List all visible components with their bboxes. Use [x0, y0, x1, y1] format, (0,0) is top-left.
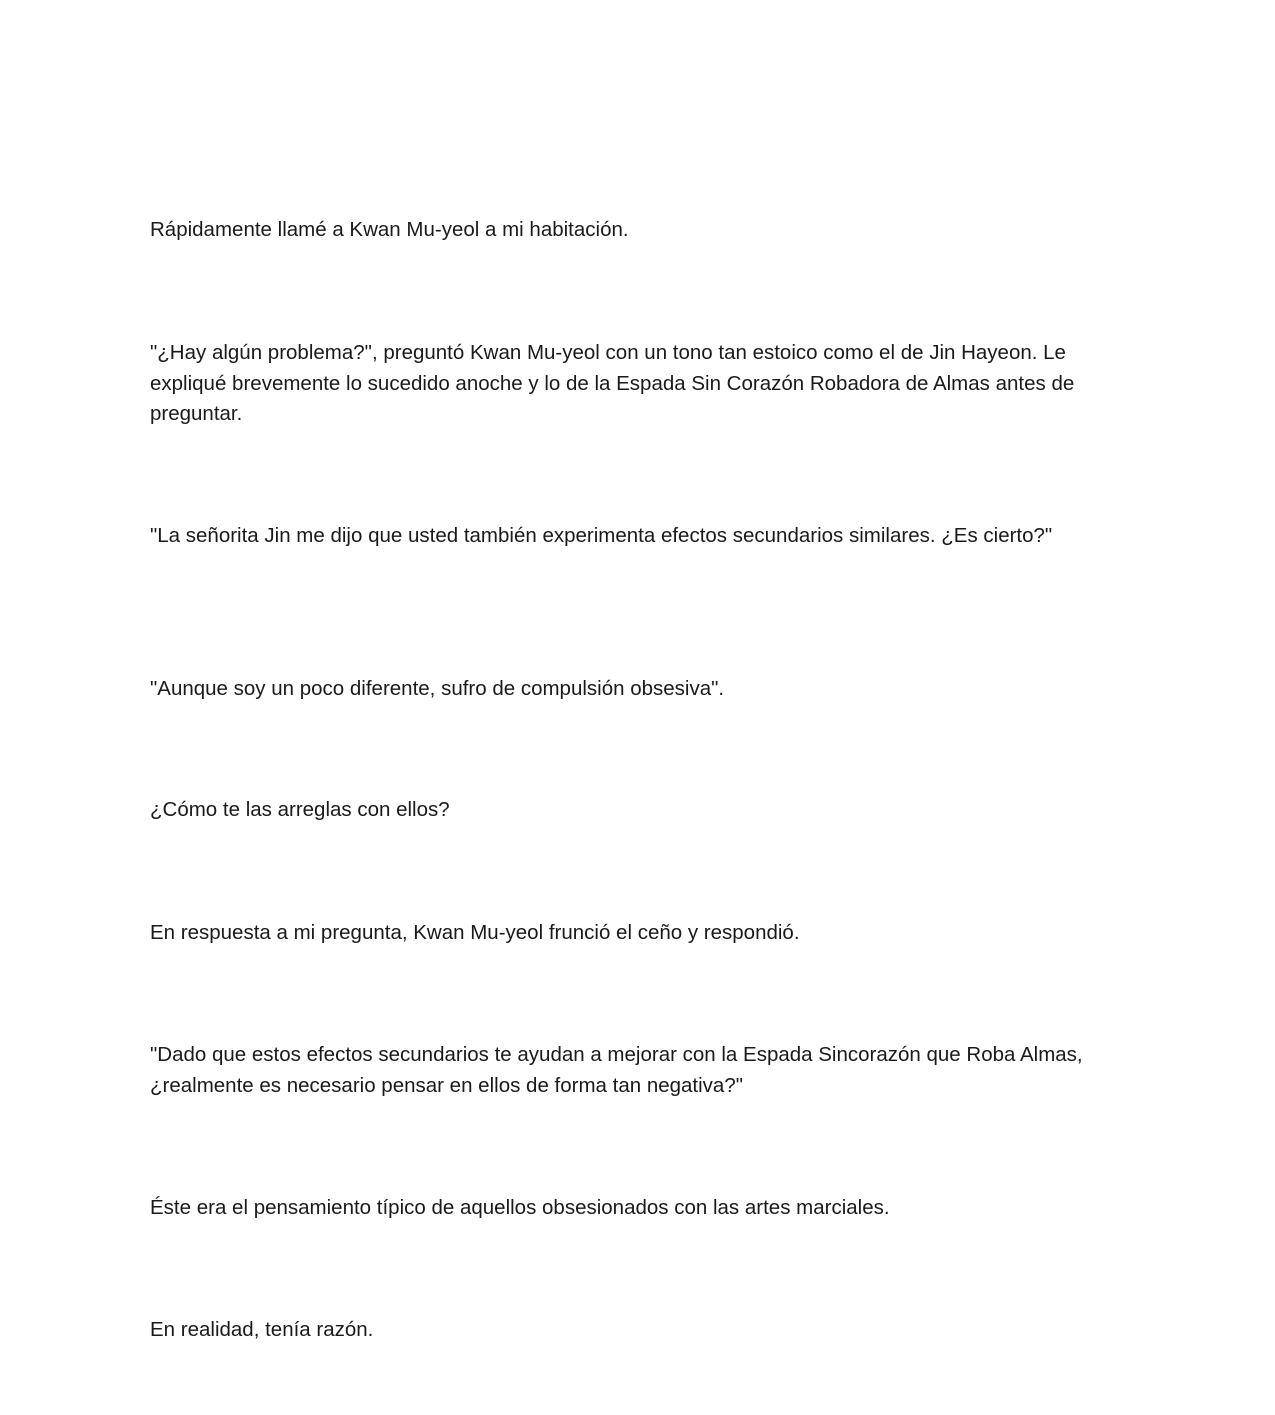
paragraph-5: ¿Cómo te las arreglas con ellos?	[150, 798, 450, 821]
paragraph-1: Rápidamente llamé a Kwan Mu-yeol a mi habitación.	[150, 218, 629, 241]
paragraph-6: En respuesta a mi pregunta, Kwan Mu-yeol frunció el ceño y respondió.	[150, 921, 800, 944]
paragraph-4: "Aunque soy un poco diferente, sufro de compulsión obsesiva".	[150, 677, 725, 700]
paragraph-9: En realidad, tenía razón.	[150, 1318, 374, 1341]
paragraph-7: "Dado que estos efectos secundarios te ayudan a mejorar con la Espada Sincorazón que Roba Almas, ¿realmente es necesario pensar en ellos de forma tan negativa?"	[150, 1043, 1083, 1097]
paragraph-2: "¿Hay algún problema?", preguntó Kwan Mu-yeol con un tono tan estoico como el de Jin Hayeon. Le expliqué brevemente lo sucedido anoche y lo de la Espada Sin Corazón Robadora de Almas antes de preguntar.	[150, 341, 1075, 425]
paragraph-3: "La señorita Jin me dijo que usted también experimenta efectos secundarios similares. ¿Es cierto?"	[150, 524, 1053, 547]
paragraph-8: Éste era el pensamiento típico de aquellos obsesionados con las artes marciales.	[150, 1196, 890, 1219]
